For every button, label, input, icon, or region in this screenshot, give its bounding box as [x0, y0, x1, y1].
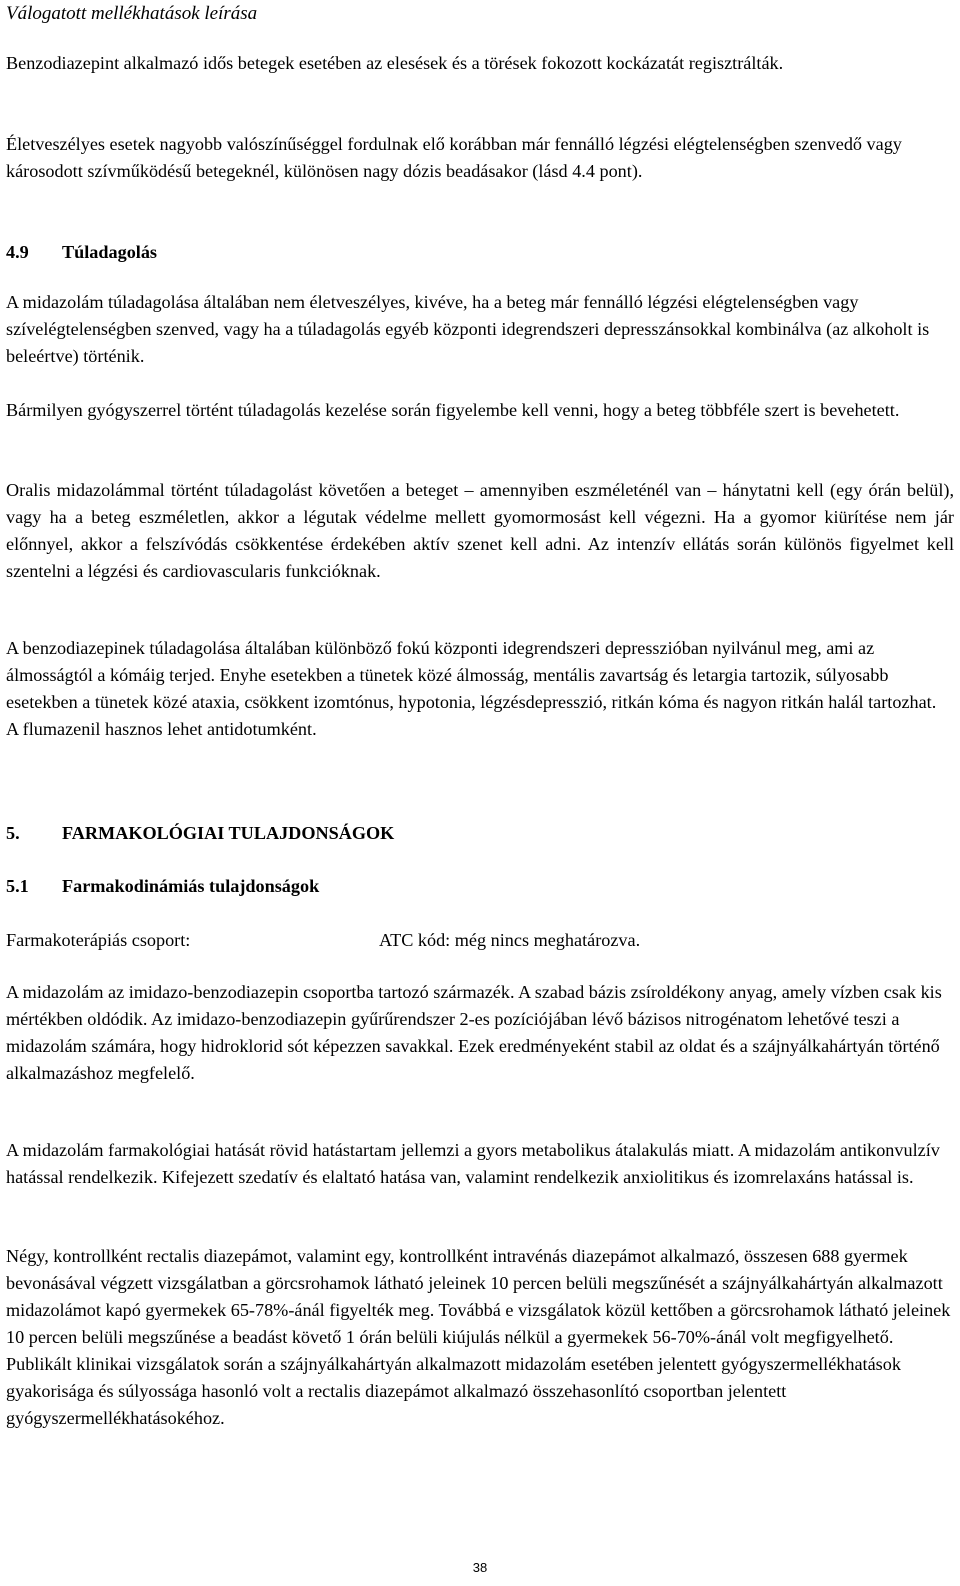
paragraph-pharmacology: A midazolám farmakológiai hatását rövid hatástartam jellemzi a gyors metabolikus átalakulás miatt. A midazolám antikonvulzív hatással rendelkezik. Kifejezett szedatív és elaltató hatása van, valamint rendelkezik anxiolitikus és izomrelaxáns hatással is.: [6, 1140, 940, 1187]
section-title: Túladagolás: [62, 242, 158, 262]
paragraph-oral-overdose-treatment: Oralis midazolámmal történt túladagolást követően a beteget – amennyiben eszméleténél van – hánytatni kell (egy órán belül), vagy ha a beteg eszméletlen, akkor a légutak védelme mellett gyomormosást kell végezni. Ha a gyomor kiürítése nem jár előnnyel, akkor a felszívódás csökkentése érdekében aktív szenet kell adni. Az intenzív ellátás során különös figyelmet kell szentelni a légzési és cardiovascularis funkcióknak.: [6, 480, 954, 581]
section-number: 4.9: [6, 242, 29, 262]
section-heading-pharmacodynamic: [6, 873, 954, 900]
atc-row: [6, 927, 954, 954]
paragraph-clinical-studies: Négy, kontrollként rectalis diazepámot, valamint egy, kontrollként intravénás diazepámot alkalmazó, összesen 688 gyermek bevonásával végzett vizsgálatban a görcsrohamok látható jeleinek 10 percen belüli megszűnését a szájnyálkahártyán alkalmazott midazolámot kapó gyermekek 65-78%-ánál figyelték meg. Továbbá e vizsgálatok közül kettőben a görcsrohamok látható jeleinek 10 percen belüli megszűnése a beadást követő 1 órán belüli kiújulás nélkül a gyermekek 56-70%-ánál volt megfigyelhető. Publikált klinikai vizsgálatok során a szájnyálkahártyán alkalmazott midazolám esetében jelentett gyógyszermellékhatások gyakorisága és súlyossága hasonló volt a rectalis diazepámot alkalmazó összehasonlító csoportban jelentett gyógyszermellékhatásokéhoz.: [6, 1246, 951, 1428]
section-title: Farmakodinámiás tulajdonságok: [62, 876, 320, 896]
paragraph-life-threatening: Életveszélyes esetek nagyobb valószínűséggel fordulnak elő korábban már fennálló légzési elégtelenségben szenvedő vagy károsodott szívműködésű betegeknél, különösen nagy dózis beadásakor (lásd 4.4 pont).: [6, 134, 902, 181]
paragraph-overdose-general: A midazolám túladagolása általában nem életveszélyes, kivéve, ha a beteg már fennálló légzési elégtelenségben vagy szívelégtelenségben szenved, vagy ha a túladagolás egyéb központi idegrendszeri depresszánsokkal kombinálva (az alkoholt is beleértve) történik.: [6, 292, 930, 366]
section-heading-pharmacological: [6, 820, 954, 847]
section-title: FARMAKOLÓGIAI TULAJDONSÁGOK: [62, 823, 395, 843]
section-number: 5.1: [6, 876, 29, 896]
antidote-text: A flumazenil hasznos lehet antidotumként.: [6, 719, 317, 739]
paragraph-multiple-agents: Bármilyen gyógyszerrel történt túladagolás kezelése során figyelembe kell venni, hogy a beteg többféle szert is bevehetett.: [6, 400, 900, 420]
atc-code-value: ATC kód: még nincs meghatározva.: [379, 930, 641, 950]
section-number: 5.: [6, 823, 20, 843]
page-number: 38: [472, 1560, 488, 1575]
paragraph-chemistry: A midazolám az imidazo-benzodiazepin csoportba tartozó származék. A szabad bázis zsíroldékony anyag, amely vízben csak kis mértékben oldódik. Az imidazo-benzodiazepin gyűrűrendszer 2-es pozíciójában lévő bázisos nitrogénatom lehetővé teszi a midazolám számára, hogy hidroklorid sót képezzen savakkal. Ezek eredményeként stabil az oldat és a szájnyálkahártyán történő alkalmazáshoz megfelelő.: [6, 982, 942, 1083]
paragraph-elderly-falls: Benzodiazepint alkalmazó idős betegek esetében az elesések és a törések fokozott kockázatát regisztrálták.: [6, 53, 784, 73]
paragraph-benzodiazepine-overdose: [6, 635, 954, 743]
section-heading-overdose: [6, 239, 954, 266]
pharmacotherapeutic-group-label: Farmakoterápiás csoport:: [6, 930, 191, 950]
overdose-symptoms-text: A benzodiazepinek túladagolása általában különböző fokú központi idegrendszeri depresszióban nyilvánul meg, ami az álmosságtól a kómáig terjed. Enyhe esetekben a tünetek közé álmosság, mentális zavartság és letargia tartozik, súlyosabb esetekben a tünetek közé ataxia, csökkent izomtónus, hypotonia, légzésdepresszió, ritkán kóma és nagyon ritkán halál tartozhat.: [6, 638, 937, 712]
subsection-heading: Válogatott mellékhatások leírása: [6, 3, 258, 24]
